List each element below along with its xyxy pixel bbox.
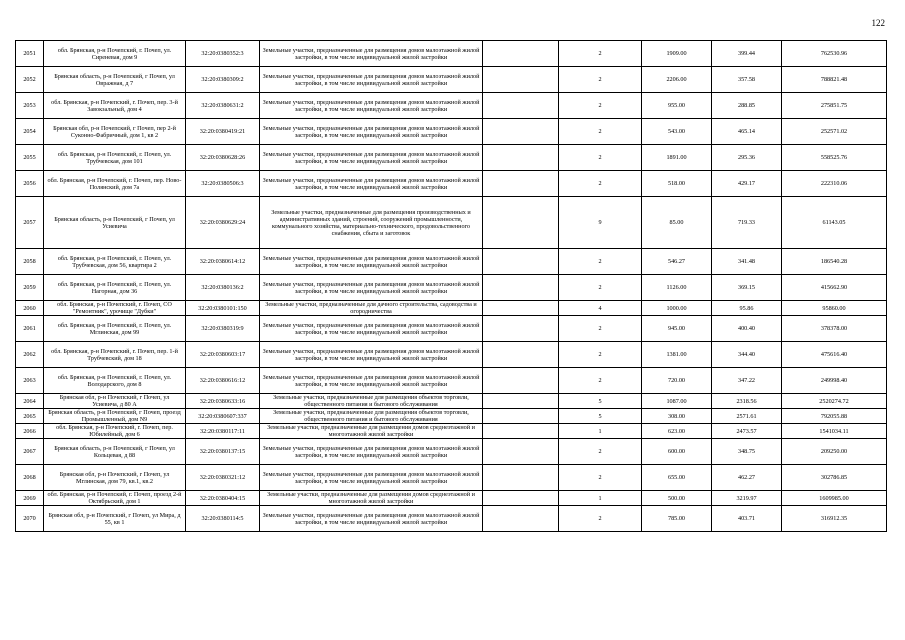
cadastral-number-cell: 32:20:0380629:24 (186, 197, 260, 249)
table-row (16, 394, 887, 409)
row-number-cell: 2062 (16, 342, 44, 368)
address-cell: Брянская обл, р-н Почепский, г Почеп, пер 2-й Суконно-Фабричный, дом 1, кв 2 (44, 119, 186, 145)
row-number-cell: 2054 (16, 119, 44, 145)
row-number-cell: 2070 (16, 506, 44, 532)
cadastral-value-cell: 1609985.00 (782, 491, 887, 506)
group-cell: 2 (559, 67, 642, 93)
address-cell: Брянская область, р-н Почепский, г Почеп, ул Усиевича (44, 197, 186, 249)
address-cell: обл. Брянская, р-н Почепский, г. Почеп, пер. Юбилейный, дом 6 (44, 424, 186, 439)
cadastral-value-cell: 95860.00 (782, 301, 887, 316)
address-cell: Брянская область, р-н Почепский, г Почеп, ул Кольцевая, д 88 (44, 439, 186, 465)
area-cell: 2206.00 (642, 67, 712, 93)
specific-value-cell: 369.15 (712, 275, 782, 301)
specific-value-cell: 348.75 (712, 439, 782, 465)
blank-cell (483, 491, 559, 506)
table-row (16, 93, 887, 119)
group-cell: 4 (559, 301, 642, 316)
specific-value-cell: 341.48 (712, 249, 782, 275)
cadastral-value-cell: 762530.96 (782, 41, 887, 67)
address-cell: Брянская обл, р-н Почепский, г Почеп, ул Усиевича, д 80 А (44, 394, 186, 409)
cadastral-number-cell: 32:20:0380614:12 (186, 249, 260, 275)
specific-value-cell: 2318.56 (712, 394, 782, 409)
table-row (16, 342, 887, 368)
area-cell: 1891.00 (642, 145, 712, 171)
row-number-cell: 2066 (16, 424, 44, 439)
cadastral-value-table (15, 40, 887, 532)
address-cell: обл. Брянская, р-н Почепский, г. Почеп, ул. Володарского, дом 8 (44, 368, 186, 394)
table-body (16, 41, 887, 532)
group-cell: 2 (559, 342, 642, 368)
specific-value-cell: 3219.97 (712, 491, 782, 506)
blank-cell (483, 275, 559, 301)
cadastral-value-cell: 252571.02 (782, 119, 887, 145)
cadastral-number-cell: 32:20:0380352:3 (186, 41, 260, 67)
cadastral-number-cell: 32:20:0380506:3 (186, 171, 260, 197)
specific-value-cell: 357.58 (712, 67, 782, 93)
table-row (16, 197, 887, 249)
address-cell: обл. Брянская, р-н Почепский, г. Почеп, проезд 2-й Октябрьский, дом 1 (44, 491, 186, 506)
row-number-cell: 2053 (16, 93, 44, 119)
specific-value-cell: 462.27 (712, 465, 782, 491)
specific-value-cell: 288.85 (712, 93, 782, 119)
cadastral-value-cell: 186540.28 (782, 249, 887, 275)
land-use-cell: Земельные участки, предназначенные для размещения домов малоэтажной жилой застройки, в том числе индивидуальной жилой застройки (260, 249, 483, 275)
land-use-cell: Земельные участки, предназначенные для размещения объектов торговли, общественного питания и бытового обслуживания (260, 394, 483, 409)
specific-value-cell: 400.40 (712, 316, 782, 342)
area-cell: 720.00 (642, 368, 712, 394)
address-cell: обл. Брянская, р-н Почепский, г. Почеп, пер. Ново-Полянский, дом 7а (44, 171, 186, 197)
cadastral-number-cell: 32:20:0380628:26 (186, 145, 260, 171)
table-row (16, 145, 887, 171)
blank-cell (483, 197, 559, 249)
cadastral-value-cell: 788821.48 (782, 67, 887, 93)
group-cell: 2 (559, 506, 642, 532)
row-number-cell: 2051 (16, 41, 44, 67)
specific-value-cell: 719.33 (712, 197, 782, 249)
cadastral-value-cell: 415662.90 (782, 275, 887, 301)
area-cell: 655.00 (642, 465, 712, 491)
table-row (16, 275, 887, 301)
blank-cell (483, 465, 559, 491)
blank-cell (483, 368, 559, 394)
cadastral-value-cell: 1541034.11 (782, 424, 887, 439)
blank-cell (483, 424, 559, 439)
group-cell: 1 (559, 424, 642, 439)
area-cell: 1000.00 (642, 301, 712, 316)
row-number-cell: 2065 (16, 409, 44, 424)
specific-value-cell: 295.36 (712, 145, 782, 171)
cadastral-value-cell: 275851.75 (782, 93, 887, 119)
group-cell: 2 (559, 368, 642, 394)
area-cell: 1126.00 (642, 275, 712, 301)
cadastral-number-cell: 32:20:0380321:12 (186, 465, 260, 491)
table-row (16, 506, 887, 532)
table-row (16, 171, 887, 197)
specific-value-cell: 95.86 (712, 301, 782, 316)
row-number-cell: 2060 (16, 301, 44, 316)
area-cell: 546.27 (642, 249, 712, 275)
blank-cell (483, 439, 559, 465)
land-use-cell: Земельные участки, предназначенные для размещения домов малоэтажной жилой застройки, в том числе индивидуальной жилой застройки (260, 145, 483, 171)
blank-cell (483, 67, 559, 93)
blank-cell (483, 301, 559, 316)
specific-value-cell: 429.17 (712, 171, 782, 197)
address-cell: обл. Брянская, р-н Почепский, г. Почеп, ул. Трубчевская, дом 101 (44, 145, 186, 171)
table-row (16, 368, 887, 394)
group-cell: 2 (559, 439, 642, 465)
group-cell: 5 (559, 394, 642, 409)
cadastral-number-cell: 32:20:0380607:337 (186, 409, 260, 424)
address-cell: обл. Брянская, р-н Почепский, г. Почеп, пер. 3-й Завокзальный, дом 4 (44, 93, 186, 119)
land-use-cell: Земельные участки, предназначенные для размещения домов малоэтажной жилой застройки, в том числе индивидуальной жилой застройки (260, 316, 483, 342)
group-cell: 2 (559, 145, 642, 171)
group-cell: 2 (559, 93, 642, 119)
table-row (16, 409, 887, 424)
land-use-cell: Земельные участки, предназначенные для размещения объектов торговли, общественного питания и бытового обслуживания (260, 409, 483, 424)
cadastral-number-cell: 32:20:0380603:17 (186, 342, 260, 368)
cadastral-value-cell: 249998.40 (782, 368, 887, 394)
group-cell: 1 (559, 491, 642, 506)
area-cell: 85.00 (642, 197, 712, 249)
group-cell: 2 (559, 465, 642, 491)
table-row (16, 316, 887, 342)
blank-cell (483, 249, 559, 275)
area-cell: 1909.00 (642, 41, 712, 67)
land-use-cell: Земельные участки, предназначенные для размещения домов среднеэтажной и многоэтажной жилой застройки (260, 491, 483, 506)
table-row (16, 424, 887, 439)
cadastral-number-cell: 32:20:0380616:12 (186, 368, 260, 394)
land-use-cell: Земельные участки, предназначенные для дачного строительства, садоводства и огородничества (260, 301, 483, 316)
area-cell: 785.00 (642, 506, 712, 532)
land-use-cell: Земельные участки, предназначенные для размещения домов малоэтажной жилой застройки, в том числе индивидуальной жилой застройки (260, 506, 483, 532)
cadastral-value-cell: 302786.85 (782, 465, 887, 491)
land-use-cell: Земельные участки, предназначенные для размещения домов малоэтажной жилой застройки, в том числе индивидуальной жилой застройки (260, 67, 483, 93)
specific-value-cell: 465.14 (712, 119, 782, 145)
blank-cell (483, 171, 559, 197)
land-use-cell: Земельные участки, предназначенные для размещения производственных и административных зданий, строений, сооружений промышленности, коммунального хозяйства, материально-технического, продовольственного снабжения, сбыта и заготовок (260, 197, 483, 249)
area-cell: 600.00 (642, 439, 712, 465)
group-cell: 9 (559, 197, 642, 249)
land-use-cell: Земельные участки, предназначенные для размещения домов среднеэтажной и многоэтажной жилой застройки (260, 424, 483, 439)
row-number-cell: 2068 (16, 465, 44, 491)
row-number-cell: 2061 (16, 316, 44, 342)
row-number-cell: 2059 (16, 275, 44, 301)
address-cell: обл. Брянская, р-н Почепский, г. Почеп, ул. Сиреневая, дом 9 (44, 41, 186, 67)
address-cell: Брянская область, р-н Почепский, г Почеп, проезд Промышленный, дом N9 (44, 409, 186, 424)
blank-cell (483, 409, 559, 424)
cadastral-number-cell: 32:20:0380101:150 (186, 301, 260, 316)
blank-cell (483, 506, 559, 532)
specific-value-cell: 2473.57 (712, 424, 782, 439)
table-row (16, 465, 887, 491)
area-cell: 1087.00 (642, 394, 712, 409)
cadastral-value-cell: 61143.05 (782, 197, 887, 249)
cadastral-number-cell: 32:20:0380419:21 (186, 119, 260, 145)
table-row (16, 491, 887, 506)
row-number-cell: 2067 (16, 439, 44, 465)
address-cell: обл. Брянская, р-н Почепский, г. Почеп, ул. Мглинская, дом 99 (44, 316, 186, 342)
row-number-cell: 2055 (16, 145, 44, 171)
area-cell: 945.00 (642, 316, 712, 342)
table-row (16, 439, 887, 465)
cadastral-number-cell: 32:20:0380319:9 (186, 316, 260, 342)
cadastral-number-cell: 32:20:0380309:2 (186, 67, 260, 93)
specific-value-cell: 344.40 (712, 342, 782, 368)
area-cell: 518.00 (642, 171, 712, 197)
land-use-cell: Земельные участки, предназначенные для размещения домов малоэтажной жилой застройки, в том числе индивидуальной жилой застройки (260, 41, 483, 67)
area-cell: 955.00 (642, 93, 712, 119)
cadastral-value-cell: 316912.35 (782, 506, 887, 532)
land-use-cell: Земельные участки, предназначенные для размещения домов малоэтажной жилой застройки, в том числе индивидуальной жилой застройки (260, 368, 483, 394)
cadastral-value-cell: 378378.00 (782, 316, 887, 342)
area-cell: 623.00 (642, 424, 712, 439)
address-cell: обл. Брянская, р-н Почепский, г. Почеп, ул. Трубчевская, дом 56, квартира 2 (44, 249, 186, 275)
cadastral-number-cell: 32:20:0380631:2 (186, 93, 260, 119)
address-cell: обл. Брянская, р-н Почепский, г. Почеп, СО "Ремонтник", урочище "Дубки" (44, 301, 186, 316)
cadastral-number-cell: 32:20:0380633:16 (186, 394, 260, 409)
cadastral-value-cell: 222310.06 (782, 171, 887, 197)
row-number-cell: 2069 (16, 491, 44, 506)
row-number-cell: 2052 (16, 67, 44, 93)
row-number-cell: 2057 (16, 197, 44, 249)
specific-value-cell: 2571.61 (712, 409, 782, 424)
blank-cell (483, 342, 559, 368)
land-use-cell: Земельные участки, предназначенные для размещения домов малоэтажной жилой застройки, в том числе индивидуальной жилой застройки (260, 171, 483, 197)
cadastral-number-cell: 32:20:0380137:15 (186, 439, 260, 465)
land-use-cell: Земельные участки, предназначенные для размещения домов малоэтажной жилой застройки, в том числе индивидуальной жилой застройки (260, 342, 483, 368)
row-number-cell: 2056 (16, 171, 44, 197)
group-cell: 2 (559, 41, 642, 67)
blank-cell (483, 316, 559, 342)
group-cell: 2 (559, 249, 642, 275)
address-cell: Брянская обл, р-н Почепский, г Почеп, ул Мира, д 55, кв 1 (44, 506, 186, 532)
blank-cell (483, 93, 559, 119)
blank-cell (483, 394, 559, 409)
specific-value-cell: 347.22 (712, 368, 782, 394)
specific-value-cell: 403.71 (712, 506, 782, 532)
cadastral-value-cell: 2520274.72 (782, 394, 887, 409)
blank-cell (483, 119, 559, 145)
table-row (16, 249, 887, 275)
land-use-cell: Земельные участки, предназначенные для размещения домов малоэтажной жилой застройки, в том числе индивидуальной жилой застройки (260, 93, 483, 119)
table-row (16, 119, 887, 145)
group-cell: 2 (559, 171, 642, 197)
cadastral-number-cell: 32:20:0380136:2 (186, 275, 260, 301)
blank-cell (483, 41, 559, 67)
cadastral-number-cell: 32:20:0380404:15 (186, 491, 260, 506)
specific-value-cell: 399.44 (712, 41, 782, 67)
row-number-cell: 2063 (16, 368, 44, 394)
cadastral-number-cell: 32:20:0380114:5 (186, 506, 260, 532)
group-cell: 2 (559, 119, 642, 145)
land-use-cell: Земельные участки, предназначенные для размещения домов малоэтажной жилой застройки, в том числе индивидуальной жилой застройки (260, 119, 483, 145)
land-use-cell: Земельные участки, предназначенные для размещения домов малоэтажной жилой застройки, в том числе индивидуальной жилой застройки (260, 465, 483, 491)
group-cell: 2 (559, 316, 642, 342)
area-cell: 500.00 (642, 491, 712, 506)
table-row (16, 67, 887, 93)
address-cell: Брянская область, р-н Почепский, г Почеп, ул Овражная, д 7 (44, 67, 186, 93)
cadastral-value-cell: 558525.76 (782, 145, 887, 171)
cadastral-number-cell: 32:20:0380117:11 (186, 424, 260, 439)
row-number-cell: 2058 (16, 249, 44, 275)
cadastral-value-cell: 475616.40 (782, 342, 887, 368)
land-use-cell: Земельные участки, предназначенные для размещения домов малоэтажной жилой застройки, в том числе индивидуальной жилой застройки (260, 275, 483, 301)
row-number-cell: 2064 (16, 394, 44, 409)
address-cell: обл. Брянская, р-н Почепский, г. Почеп, ул. Нагорная, дом 36 (44, 275, 186, 301)
group-cell: 5 (559, 409, 642, 424)
cadastral-value-cell: 792055.88 (782, 409, 887, 424)
land-use-cell: Земельные участки, предназначенные для размещения домов малоэтажной жилой застройки, в том числе индивидуальной жилой застройки (260, 439, 483, 465)
cadastral-value-cell: 209250.00 (782, 439, 887, 465)
address-cell: обл. Брянская, р-н Почепский, г. Почеп, пер. 1-й Трубчевский, дом 18 (44, 342, 186, 368)
group-cell: 2 (559, 275, 642, 301)
blank-cell (483, 145, 559, 171)
table-row (16, 41, 887, 67)
address-cell: Брянская обл, р-н Почепский, г Почеп, ул Мглинская, дом 79, кв.1, кв.2 (44, 465, 186, 491)
area-cell: 543.00 (642, 119, 712, 145)
area-cell: 1381.00 (642, 342, 712, 368)
page-number: 122 (871, 18, 885, 28)
area-cell: 308.00 (642, 409, 712, 424)
table-row (16, 301, 887, 316)
